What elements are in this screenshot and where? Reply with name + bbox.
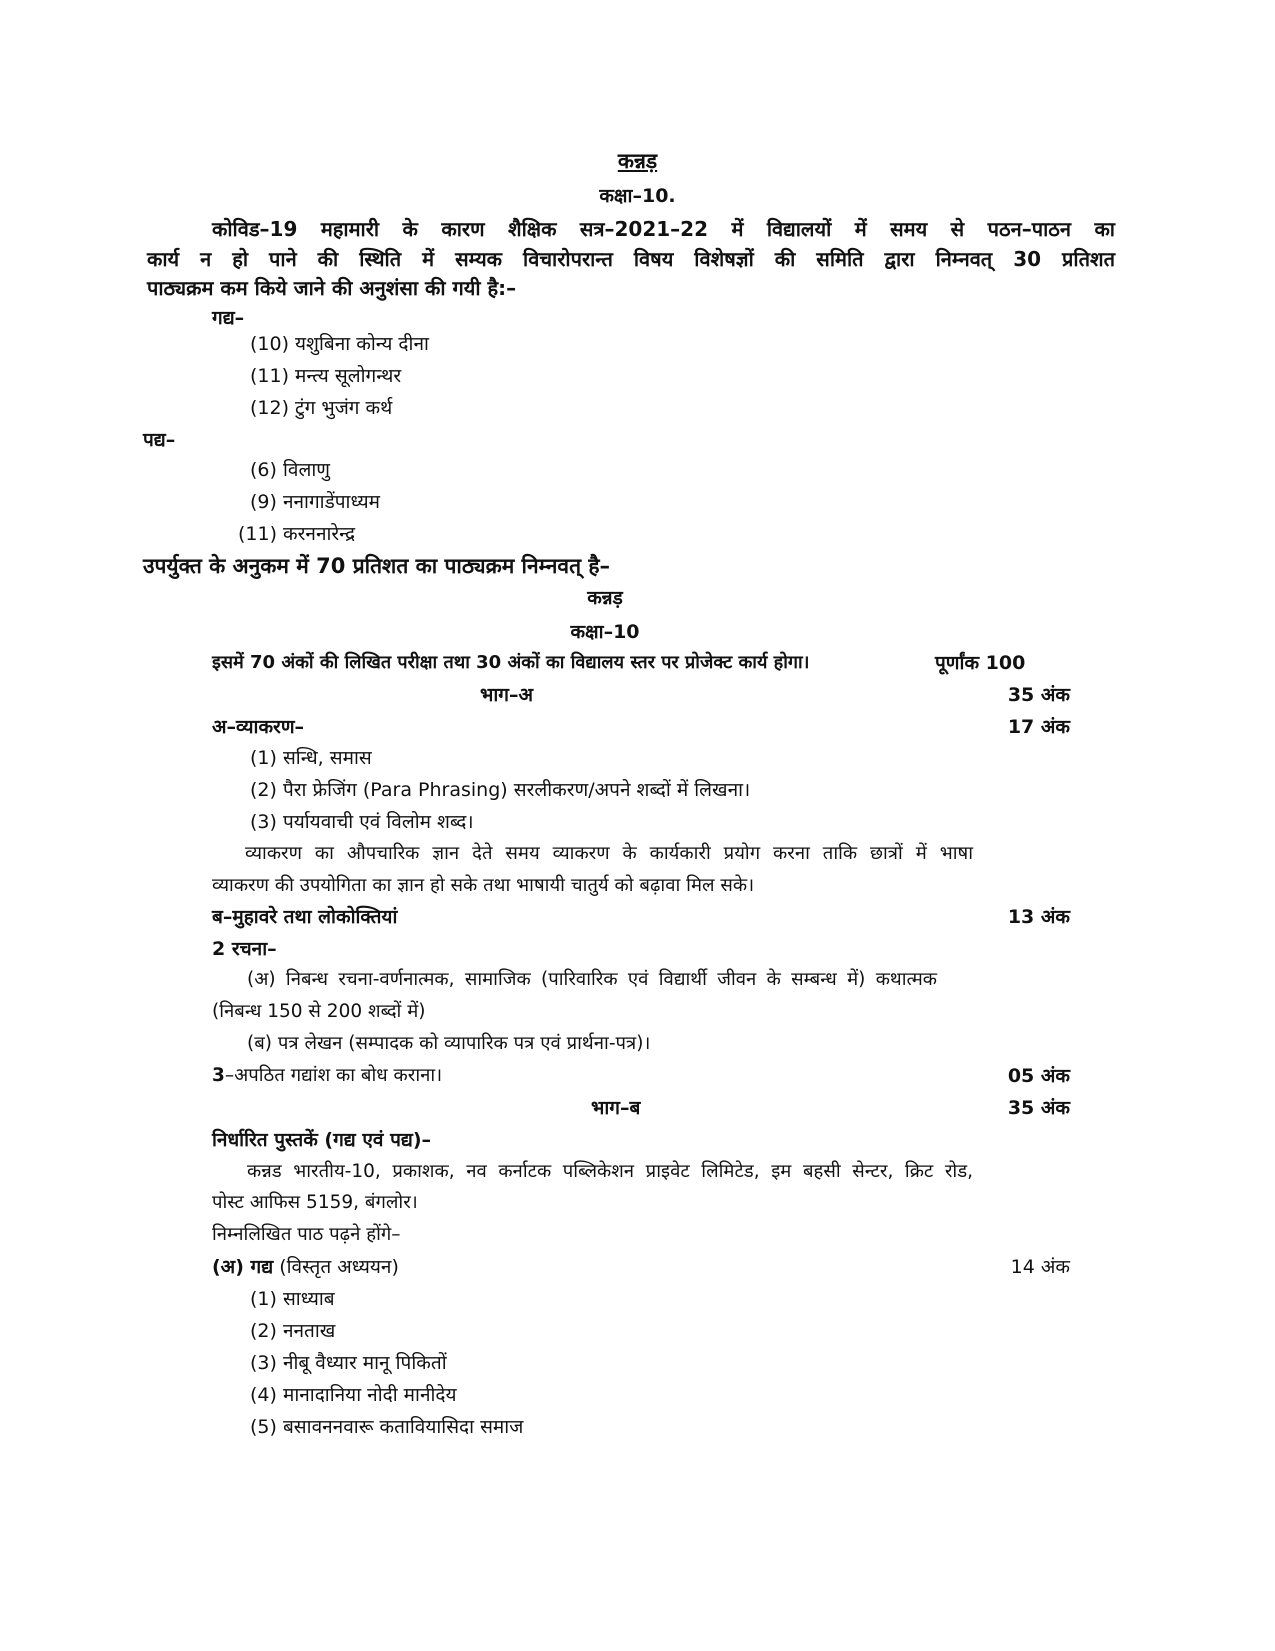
removed-poetry-item: (9) ननागाडेंपाध्यम — [250, 491, 380, 513]
removed-prose-item: (12) टुंग भुजंग कर्थ — [250, 397, 393, 419]
prose-study-heading-line — [212, 1254, 399, 1280]
document-title: कन्नड़ — [617, 149, 658, 173]
books-heading: निर्धारित पुस्तकें (गद्य एवं पद्य)– — [212, 1129, 432, 1151]
books-line-2: पोस्ट आफिस 5159, बंगलोर। — [212, 1192, 418, 1213]
prose-study-item: (2) ननताख — [250, 1320, 336, 1342]
essay-line-2: (निबन्ध 150 से 200 शब्दों में) — [212, 1001, 426, 1022]
grammar-heading: अ–व्याकरण– — [212, 716, 305, 738]
lessons-note: निम्नलिखित पाठ पढ़ने होंगे– — [212, 1224, 401, 1245]
removed-prose-heading: गद्य– — [212, 307, 245, 329]
part-b-label: भाग–ब — [591, 1097, 641, 1119]
removed-poetry-heading: पद्य– — [143, 429, 176, 451]
prose-study-marks: 14 अंक — [1010, 1256, 1070, 1278]
grammar-item: (3) पर्यायवाची एवं विलोम शब्द। — [250, 811, 474, 833]
composition-heading: 2 रचना– — [212, 938, 277, 960]
books-line-1: कन्नड भारतीय-10, प्रकाशक, नव कर्नाटक पब्लिकेशन प्राइवेट लिमिटेड, इम बहसी सेन्टर, क्रिट रोड, — [247, 1161, 973, 1182]
removed-prose-item: (11) मन्त्य सूलोगन्थर — [250, 365, 402, 387]
grammar-item: (1) सन्धि, समास — [250, 747, 372, 769]
essay-line-1: (अ) निबन्ध रचना-वर्णनात्मक, सामाजिक (पारिवारिक एवं विद्यार्थी जीवन के सम्बन्ध में) कथात्मक — [247, 969, 937, 990]
removed-poetry-item: (11) करननारेन्द्र — [238, 523, 356, 545]
intro-line-1: कोविड–19 महामारी के कारण शैक्षिक सत्र–2021–22 में विद्यालयों में समय से पठन–पाठन का — [212, 217, 1115, 241]
exam-note: इसमें 70 अंकों की लिखित परीक्षा तथा 30 अंकों का विद्यालय स्तर पर प्रोजेक्ट कार्य होगा। — [212, 652, 810, 673]
prose-study-item: (1) साध्याब — [250, 1288, 335, 1310]
syllabus-class-label: कक्षा–10 — [570, 621, 640, 643]
comprehension-text: –अपठित गद्यांश का बोध कराना। — [224, 1065, 443, 1086]
prose-study-heading: (अ) गद्य — [212, 1256, 274, 1278]
prose-study-item: (4) मानादानिया नोदी मानीदेय — [250, 1384, 457, 1406]
grammar-note-line-1: व्याकरण का औपचारिक ज्ञान देते समय व्याकरण के कार्यकारी प्रयोग करना ताकि छात्रों में भाषा — [245, 843, 973, 864]
total-marks: पूर्णांक 100 — [935, 652, 1026, 674]
grammar-item: (2) पैरा फ्रेजिंग (Para Phrasing) सरलीकरण/अपने शब्दों में लिखना। — [250, 779, 751, 801]
idioms-heading: ब–मुहावरे तथा लोकोक्तियां — [212, 906, 398, 928]
letter-writing: (ब) पत्र लेखन (सम्पादक को व्यापारिक पत्र एवं प्रार्थना-पत्र)। — [247, 1033, 651, 1054]
prose-study-item: (3) नीबू वैध्यार मानू पिकितों — [250, 1352, 447, 1374]
part-a-label: भाग–अ — [480, 684, 533, 706]
grammar-note-line-2: व्याकरण की उपयोगिता का ज्ञान हो सके तथा भाषायी चातुर्य को बढ़ावा मिल सके। — [212, 875, 755, 896]
part-a-marks: 35 अंक — [1007, 684, 1070, 706]
idioms-marks: 13 अंक — [1007, 906, 1070, 928]
comprehension-number: 3 — [212, 1065, 225, 1086]
intro-line-3: पाठ्यक्रम कम किये जाने की अनुशंसा की गयी है:– — [147, 276, 517, 300]
comprehension-line — [212, 1063, 442, 1089]
comprehension-marks: 05 अंक — [1007, 1065, 1070, 1087]
syllabus-subject: कन्नड़ — [587, 587, 623, 609]
prose-study-subtitle: (विस्तृत अध्ययन) — [279, 1256, 399, 1278]
removed-poetry-item: (6) विलाणु — [250, 459, 330, 481]
class-label: कक्षा–10. — [599, 185, 676, 207]
removed-prose-item: (10) यशुबिना कोन्य दीना — [250, 333, 429, 355]
intro-line-2: कार्य न हो पाने की स्थिति में सम्यक विचारोपरान्त विषय विशेषज्ञों की समिति द्वारा निम्नवत् 30 प्रतिशत — [147, 247, 1115, 271]
prose-study-item: (5) बसावननवारू कतावियासिदा समाज — [250, 1416, 524, 1438]
grammar-marks: 17 अंक — [1007, 716, 1070, 738]
remaining-syllabus-heading: उपर्युक्त के अनुकम में 70 प्रतिशत का पाठ्यक्रम निम्नवत् है– — [143, 554, 610, 578]
part-b-marks: 35 अंक — [1007, 1097, 1070, 1119]
